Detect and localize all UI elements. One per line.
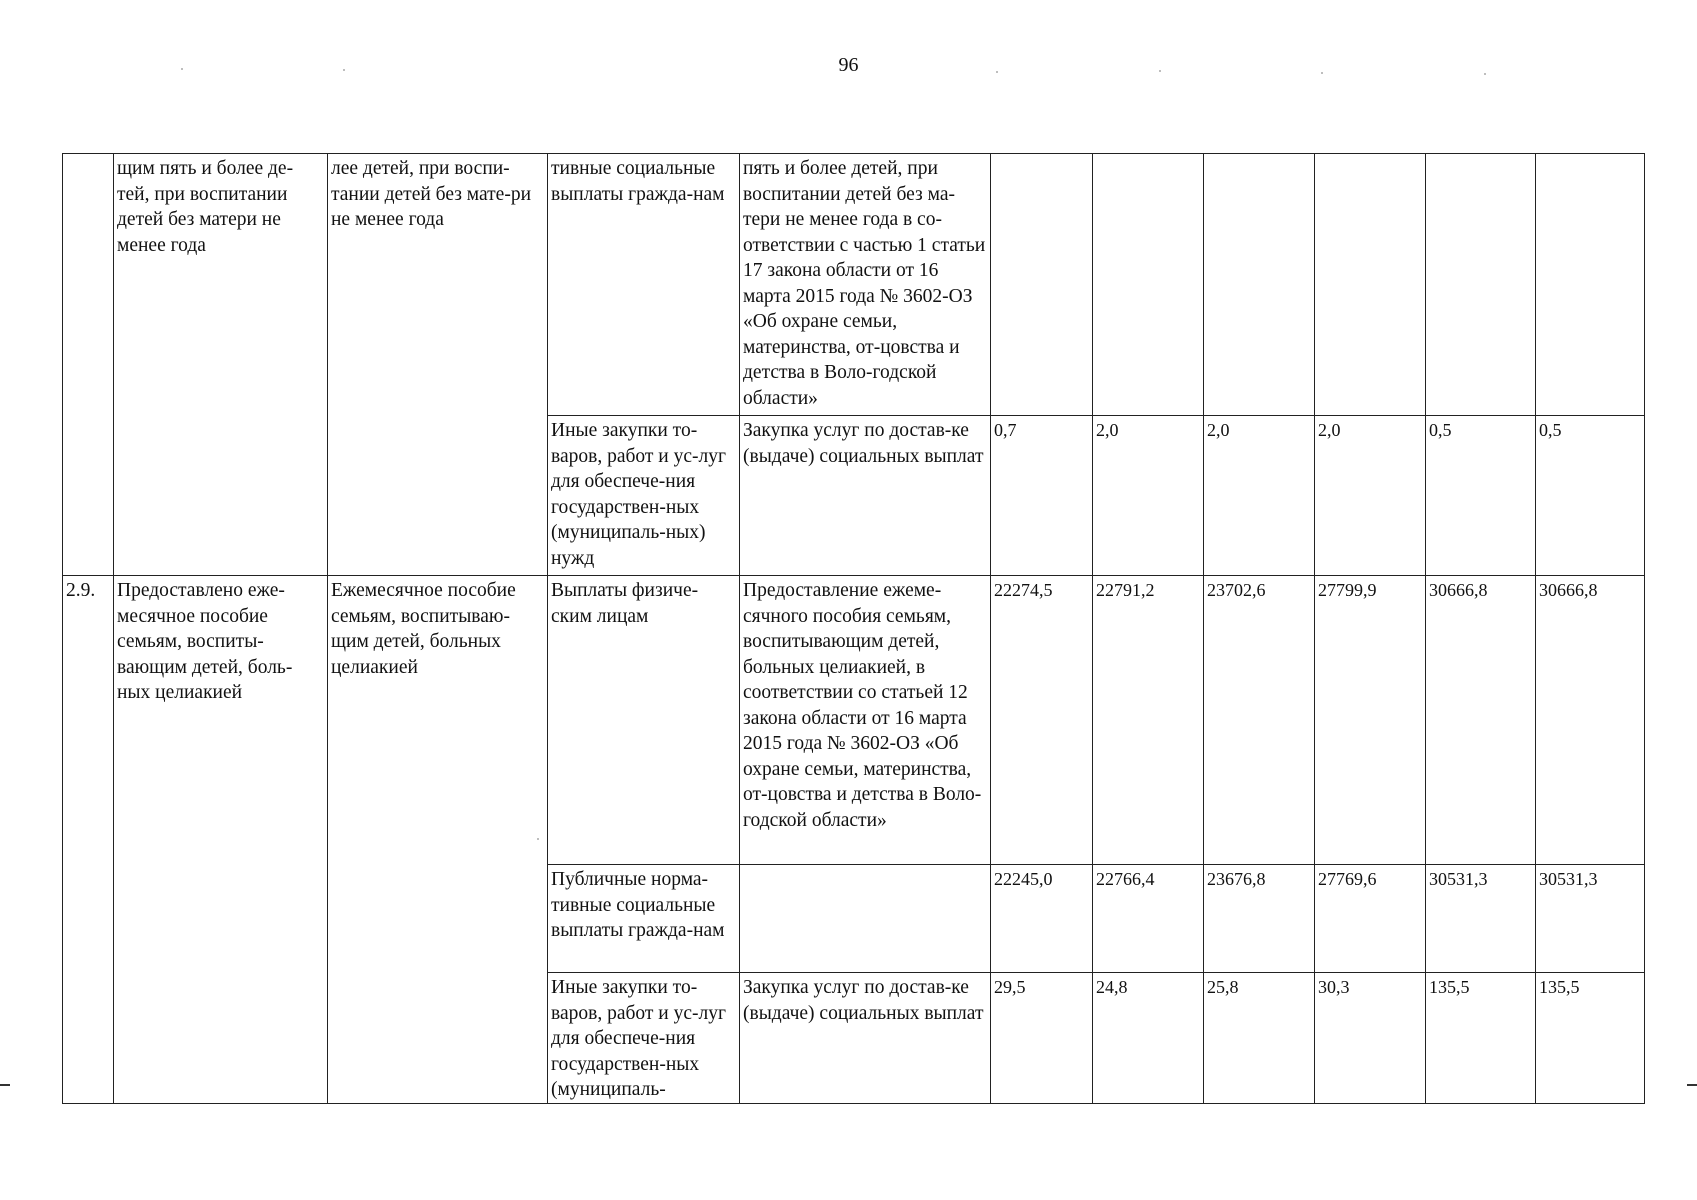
direction-cell: Закупка услуг по достав-ке (выдаче) социальных выплат: [740, 416, 991, 576]
value-cell: 23676,8: [1204, 865, 1315, 973]
value-cell: [991, 154, 1093, 416]
value-cell: 2,0: [1204, 416, 1315, 576]
direction-cell: Закупка услуг по достав-ке (выдаче) социальных выплат: [740, 973, 991, 1104]
direction-cell: [740, 865, 991, 973]
scan-speck: [181, 68, 183, 70]
value-cell: 2,0: [1093, 416, 1204, 576]
value-cell: [1315, 154, 1426, 416]
section-number-cell: 2.9.: [63, 576, 114, 1104]
section-number-cell: [63, 154, 114, 576]
result-cell: Предоставлено еже-месячное пособие семьям, воспиты-вающим детей, боль-ных целиакией: [114, 576, 328, 1104]
expense-type-cell: Иные закупки то-варов, работ и ус-луг для обеспече-ния государствен-ных (муниципаль-: [548, 973, 740, 1104]
value-cell: 27769,6: [1315, 865, 1426, 973]
edge-mark: [1687, 1084, 1697, 1086]
value-cell: 22766,4: [1093, 865, 1204, 973]
value-cell: [1536, 154, 1645, 416]
scan-speck: [1484, 73, 1486, 75]
value-cell: 30531,3: [1426, 865, 1536, 973]
scan-speck: [1159, 70, 1161, 72]
value-cell: [1426, 154, 1536, 416]
value-cell: 27799,9: [1315, 576, 1426, 865]
value-cell: 30,3: [1315, 973, 1426, 1104]
value-cell: 135,5: [1536, 973, 1645, 1104]
value-cell: 0,5: [1536, 416, 1645, 576]
value-cell: 22274,5: [991, 576, 1093, 865]
budget-table: [62, 153, 1645, 1104]
expense-type-cell: Выплаты физиче-ским лицам: [548, 576, 740, 865]
value-cell: 135,5: [1426, 973, 1536, 1104]
scan-speck: [343, 69, 345, 71]
value-cell: 30666,8: [1426, 576, 1536, 865]
value-cell: 0,7: [991, 416, 1093, 576]
expense-type-cell: тивные социальные выплаты гражда-нам: [548, 154, 740, 416]
value-cell: 24,8: [1093, 973, 1204, 1104]
page-number: 96: [838, 54, 859, 76]
value-cell: [1093, 154, 1204, 416]
result-cell: щим пять и более де-тей, при воспитании детей без матери не менее года: [114, 154, 328, 576]
table-row: [63, 576, 1645, 865]
value-cell: 22245,0: [991, 865, 1093, 973]
scan-speck: [1321, 72, 1323, 74]
direction-cell: пять и более детей, при воспитании детей без ма-тери не менее года в со-ответствии с частью 1 статьи 17 закона области от 16 марта 2015 года № 3602-ОЗ «Об охране семьи, материнства, от-цовства и детства в Воло-годской области»: [740, 154, 991, 416]
value-cell: 29,5: [991, 973, 1093, 1104]
expense-type-cell: Иные закупки то-варов, работ и ус-луг для обеспече-ния государствен-ных (муниципаль-ных) нужд: [548, 416, 740, 576]
measure-cell: лее детей, при воспи-тании детей без мате-ри не менее года: [328, 154, 548, 576]
value-cell: 30666,8: [1536, 576, 1645, 865]
value-cell: 30531,3: [1536, 865, 1645, 973]
expense-type-cell: Публичные норма-тивные социальные выплаты гражда-нам: [548, 865, 740, 973]
measure-cell: Ежемесячное пособие семьям, воспитываю-щим детей, больных целиакией: [328, 576, 548, 1104]
table-row: [63, 154, 1645, 416]
direction-cell: Предоставление ежеме-сячного пособия семьям, воспитывающим детей, больных целиакией, в соответствии со статьей 12 закона области от 16 марта 2015 года № 3602-ОЗ «Об охране семьи, материнства, от-цовства и детства в Воло-годской области»: [740, 576, 991, 865]
value-cell: [1204, 154, 1315, 416]
value-cell: 0,5: [1426, 416, 1536, 576]
value-cell: 25,8: [1204, 973, 1315, 1104]
value-cell: 23702,6: [1204, 576, 1315, 865]
value-cell: 22791,2: [1093, 576, 1204, 865]
value-cell: 2,0: [1315, 416, 1426, 576]
scan-speck: [996, 71, 998, 73]
edge-mark: [0, 1084, 10, 1086]
